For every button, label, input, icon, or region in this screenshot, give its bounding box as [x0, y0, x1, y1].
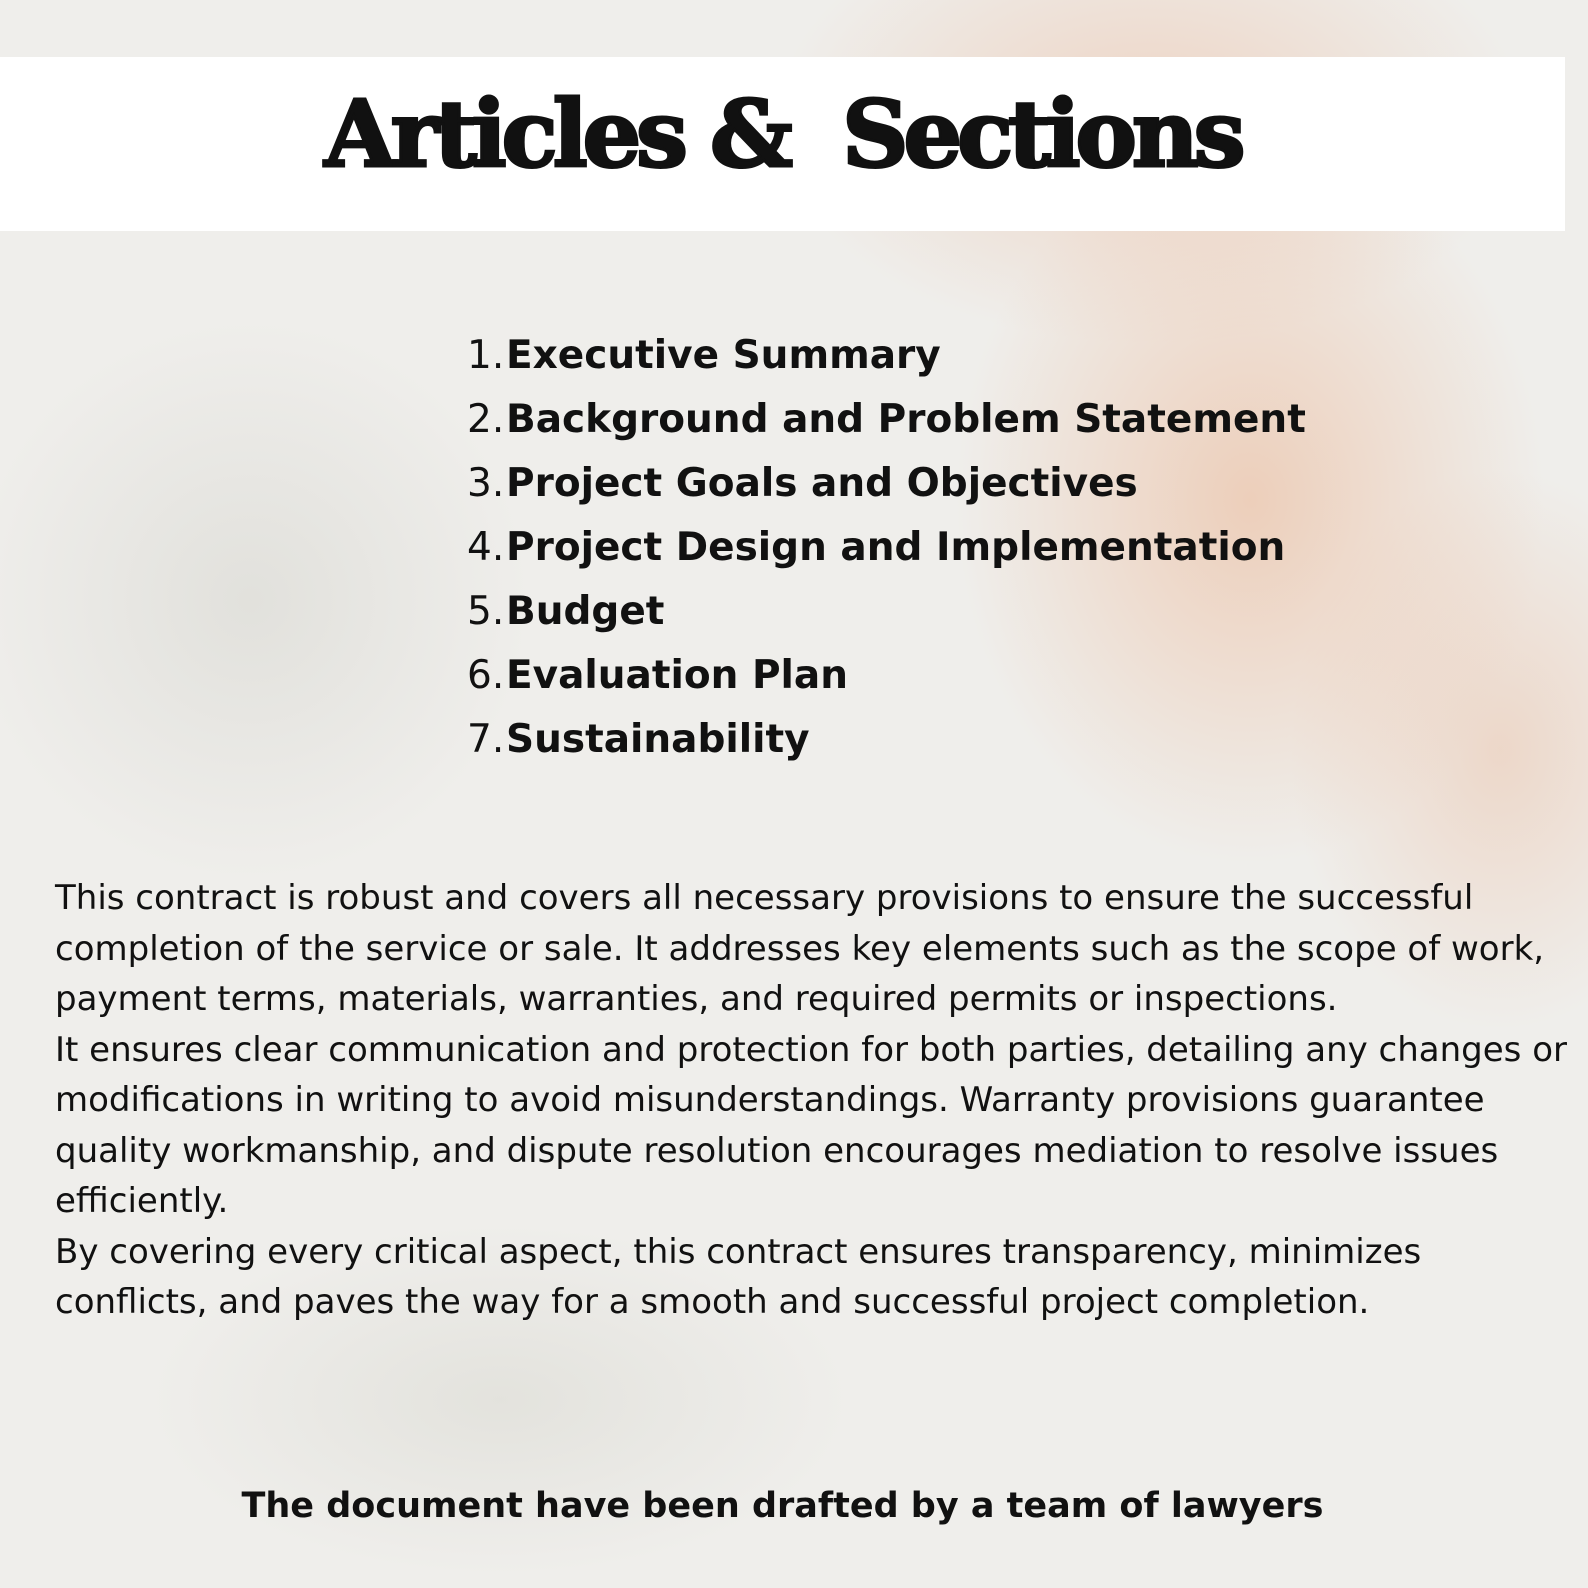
item-label: Project Design and Implementation [506, 525, 1286, 570]
description-paragraph: By covering every critical aspect, this contract ensures transparency, minimizes conflicts, and paves the way for a smooth and successful project completion. [55, 1231, 1422, 1322]
list-item [467, 394, 1306, 458]
item-number: 3. [467, 461, 505, 506]
footer-note: The document have been drafted by a team of lawyers [241, 1486, 1324, 1526]
item-number: 7. [467, 717, 505, 762]
item-number: 4. [467, 525, 505, 570]
item-label: Sustainability [506, 717, 810, 762]
list-item [467, 650, 1306, 714]
item-label: Evaluation Plan [506, 653, 849, 698]
item-label: Executive Summary [506, 333, 941, 378]
description-paragraph: This contract is robust and covers all necessary provisions to ensure the successful completion of the service or sale. It addresses key elements such as the scope of work, payment terms, materials, warranties, and required permits or inspections. [55, 878, 1545, 1019]
item-number: 5. [467, 589, 505, 634]
description [55, 873, 1575, 1328]
list-item [467, 586, 1306, 650]
item-number: 2. [467, 397, 505, 442]
item-number: 6. [467, 653, 505, 698]
page-title: Articles & Sections [324, 80, 1241, 188]
description-paragraph: It ensures clear communication and protection for both parties, detailing any changes or modifications in writing to avoid misunderstandings. Warranty provisions guarantee quality workmanship, and dispute resolution encourages mediation to resolve issues efficiently. [55, 1029, 1567, 1221]
sections-list [467, 330, 1306, 778]
list-item [467, 714, 1306, 778]
item-number: 1. [467, 333, 505, 378]
item-label: Background and Problem Statement [506, 397, 1306, 442]
list-item [467, 458, 1306, 522]
list-item [467, 330, 1306, 394]
item-label: Budget [506, 589, 665, 634]
list-item [467, 522, 1306, 586]
item-label: Project Goals and Objectives [506, 461, 1138, 506]
